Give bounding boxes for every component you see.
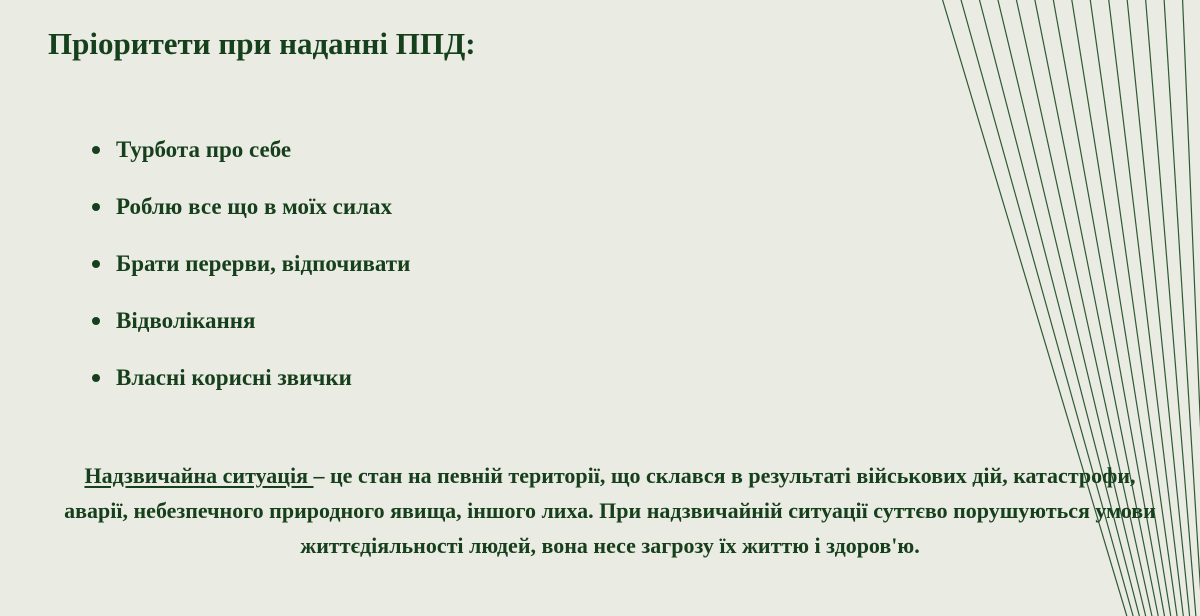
- list-item-text: Брати перерви, відпочивати: [116, 251, 411, 276]
- bullet-icon: [92, 146, 100, 154]
- stripe-line: [1183, 0, 1200, 616]
- list-item-text: Роблю все що в моїх силах: [116, 194, 392, 219]
- stripe-line: [1164, 0, 1200, 616]
- bullet-icon: [92, 203, 100, 211]
- list-item: [90, 132, 410, 189]
- bullet-icon: [92, 317, 100, 325]
- list-item: [90, 303, 410, 360]
- list-item-text: Турбота про себе: [116, 137, 292, 162]
- priority-list: [90, 132, 410, 417]
- slide-title: Пріоритети при наданні ППД:: [48, 26, 476, 61]
- definition-text: – це стан на певній території, що склався в результаті військових дій, катастрофи, аварії, небезпечного природного явища, іншого лиха. При надзвичайній ситуації суттєво порушуються умови життєдіяльності людей, вона несе загрозу їх життю і здоров'ю.: [64, 463, 1156, 558]
- definition-term: Надзвичайна ситуація: [84, 463, 314, 488]
- list-item: [90, 360, 410, 417]
- list-item: [90, 189, 410, 246]
- bullet-icon: [92, 260, 100, 268]
- list-item: [90, 246, 410, 303]
- list-item-text: Власні корисні звички: [116, 365, 352, 390]
- list-item-text: Відволікання: [116, 308, 256, 333]
- definition-paragraph: [60, 458, 1160, 563]
- bullet-icon: [92, 374, 100, 382]
